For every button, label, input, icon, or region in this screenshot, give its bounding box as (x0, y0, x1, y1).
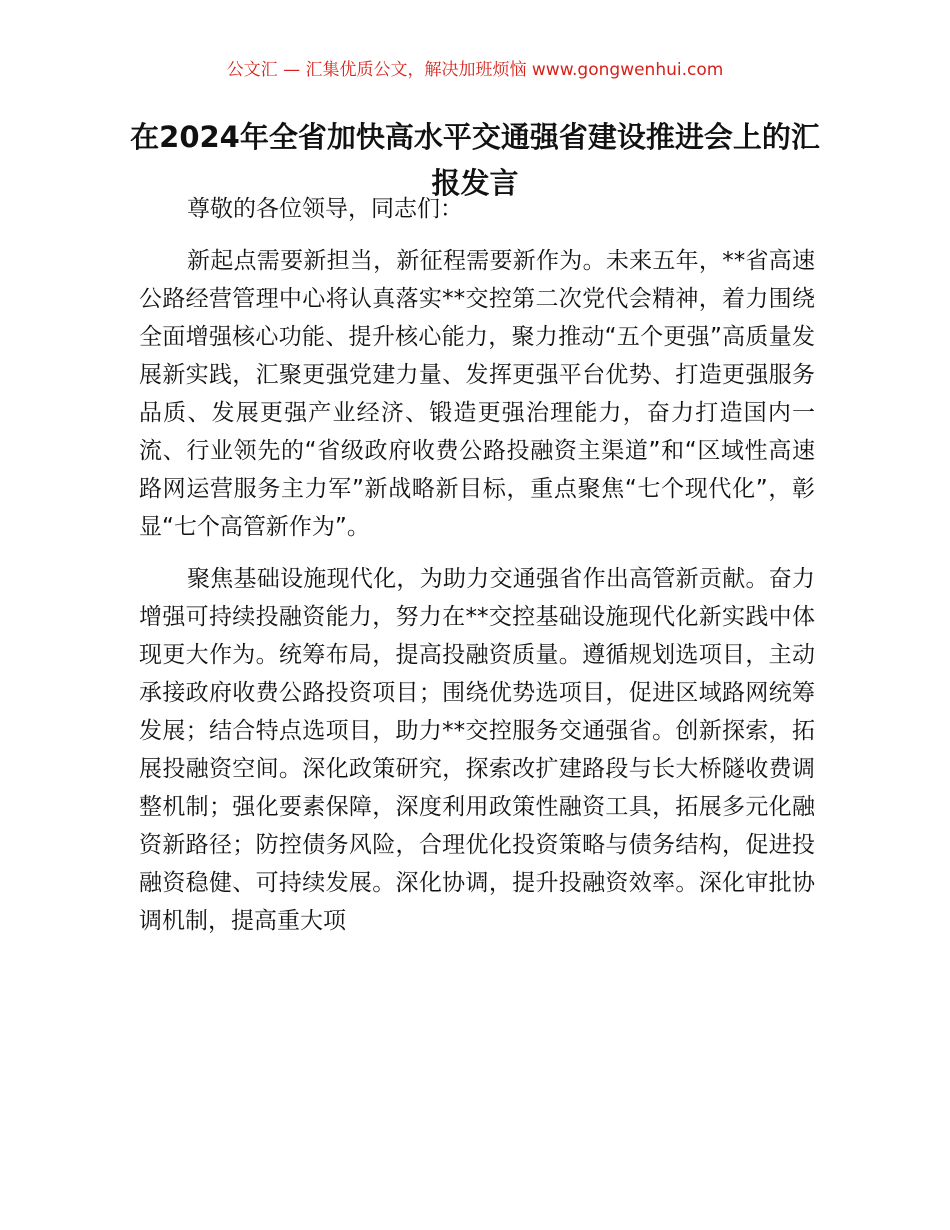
salutation: 尊敬的各位领导，同志们： (187, 196, 463, 222)
paragraph-1: 新起点需要新担当，新征程需要新作为。未来五年，**省高速公路经营管理中心将认真落实**交控第二次党代会精神，着力围绕全面增强核心功能、提升核心能力，聚力推动“五个更强”高质量发展新实践，汇聚更强党建力量、发挥更强平台优势、打造更强服务品质、发展更强产业经济、锻造更强治理能力，奋力打造国内一流、行业领先的“省级政府收费公路投融资主渠道”和“区域性高速路网运营服务主力军”新战略新目标，重点聚焦“七个现代化”，彰显“七个高管新作为”。 (139, 248, 815, 540)
header-banner: 公文汇 — 汇集优质公文，解决加班烦恼 www.gongwenhui.com (226, 60, 724, 80)
document-body (139, 190, 815, 954)
document-title: 在2024年全省加快高水平交通强省建设推进会上的汇报发言 (130, 120, 820, 200)
paragraph-2: 聚焦基础设施现代化，为助力交通强省作出高管新贡献。奋力增强可持续投融资能力，努力在**交控基础设施现代化新实践中体现更大作为。统筹布局，提高投融资质量。遵循规划选项目，主动承接政府收费公路投资项目；围绕优势选项目，促进区域路网统筹发展；结合特点选项目，助力**交控服务交通强省。创新探索，拓展投融资空间。深化政策研究，探索改扩建路段与长大桥隧收费调整机制；强化要素保障，深度利用政策性融资工具，拓展多元化融资新路径；防控债务风险，合理优化投资策略与债务结构，促进投融资稳健、可持续发展。深化协调，提升投融资效率。深化审批协调机制，提高重大项 (139, 566, 815, 934)
